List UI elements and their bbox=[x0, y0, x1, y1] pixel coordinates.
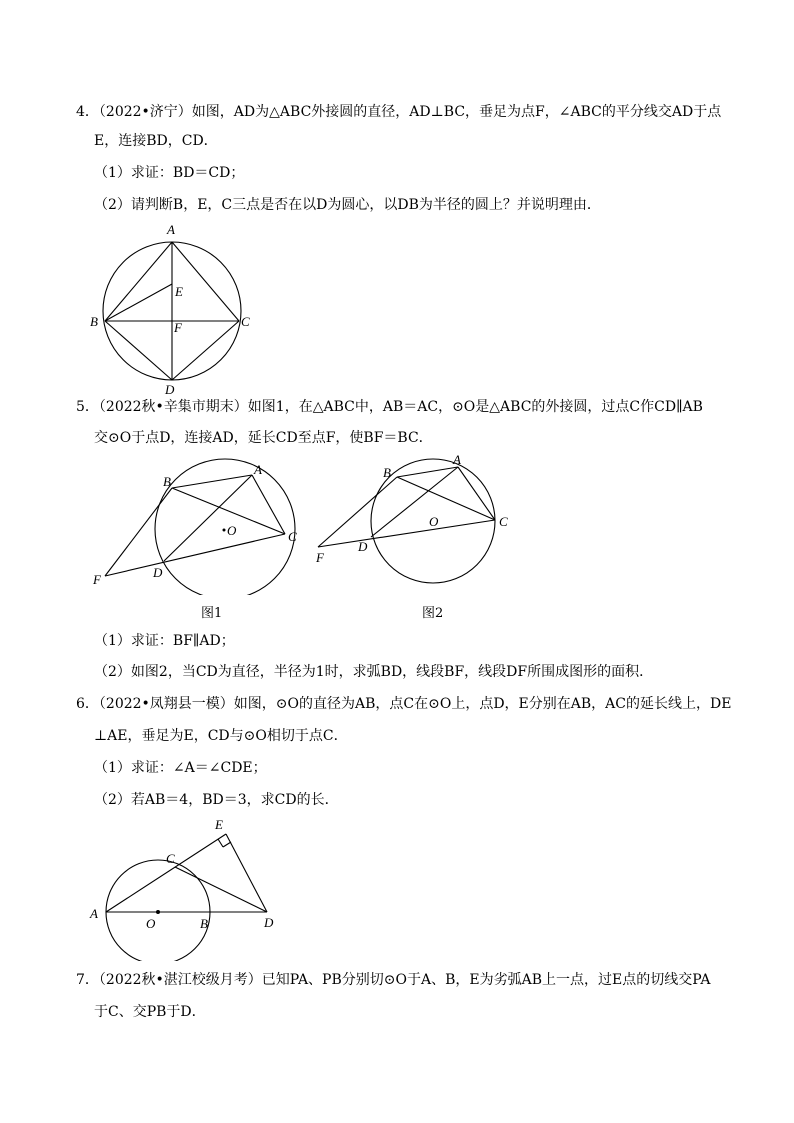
label-O: O bbox=[429, 514, 439, 529]
problem-5-figure-1 bbox=[84, 455, 314, 599]
label-F: F bbox=[93, 572, 101, 587]
problem-6-part-1: （1）求证：∠A＝∠CDE； bbox=[94, 760, 267, 776]
problem-4-line-2: E，连接BD，CD． bbox=[94, 133, 218, 149]
problem-6-number: 6． bbox=[76, 696, 99, 712]
segment-AC bbox=[252, 475, 285, 534]
label-B: B bbox=[163, 474, 171, 489]
problem-7-text-1: （2022秋•湛江校级月考）已知PA、PB分别切⊙O于A、B，E为劣弧AB上一点，过E点的切线交PA bbox=[98, 972, 711, 988]
problem-6-line-2: ⊥AE，垂足为E，CD与⊙O相切于点C． bbox=[94, 728, 348, 744]
label-C: C bbox=[241, 314, 250, 329]
label-B: B bbox=[90, 314, 98, 329]
label-A: A bbox=[254, 462, 262, 477]
label-D: D bbox=[264, 915, 274, 930]
problem-5-part-2: （2）如图2，当CD为直径，半径为1时，求弧BD，线段BF，线段DF所围成图形的面积． bbox=[94, 664, 654, 680]
problem-4-line-1 bbox=[76, 102, 721, 122]
segment-CD bbox=[175, 867, 267, 912]
problem-6-part-2: （2）若AB＝4，BD＝3，求CD的长． bbox=[94, 792, 339, 808]
center-O-dot bbox=[223, 529, 226, 532]
problem-4-figure bbox=[84, 220, 264, 399]
label-B: B bbox=[383, 465, 391, 480]
label-D: D bbox=[165, 382, 175, 395]
segment-DE bbox=[226, 834, 267, 912]
problem-5-line-1 bbox=[76, 397, 703, 417]
label-C: C bbox=[166, 851, 175, 866]
segment-AD bbox=[164, 475, 252, 561]
problem-6-text-1: （2022•凤翔县一模）如图，⊙O的直径为AB，点C在⊙O上，点D，E分别在AB，AC的延长线上，DE bbox=[98, 696, 732, 712]
label-E: E bbox=[215, 817, 223, 832]
right-angle-mark-2 bbox=[223, 842, 231, 847]
label-A: A bbox=[453, 452, 461, 467]
right-angle-mark-1 bbox=[218, 839, 223, 847]
problem-6-figure bbox=[86, 816, 286, 965]
problem-7-number: 7． bbox=[76, 972, 99, 988]
problem-4-part-1: （1）求证：BD＝CD； bbox=[94, 165, 245, 181]
segment-AB bbox=[397, 467, 458, 477]
label-F: F bbox=[316, 550, 324, 565]
problem-5-text-1: （2022秋•辛集市期末）如图1，在△ABC中，AB＝AC，⊙O是△ABC的外接圆，过点C作CD∥AB bbox=[98, 399, 703, 415]
problem-5-number: 5． bbox=[76, 399, 99, 415]
caption-figure-2: 图2 bbox=[422, 606, 444, 621]
label-F: F bbox=[174, 320, 182, 335]
problem-7-line-2: 于C、交PB于D． bbox=[94, 1004, 206, 1020]
problem-4-text-1: （2022•济宁）如图，AD为△ABC外接圆的直径，AD⊥BC，垂足为点F，∠ABC的平分线交AD于点 bbox=[98, 104, 722, 120]
caption-figure-1: 图1 bbox=[201, 606, 223, 621]
problem-5-part-1: （1）求证：BF∥AD； bbox=[94, 633, 235, 649]
problem-6-line-1 bbox=[76, 694, 731, 714]
problem-4-part-2: （2）请判断B，E，C三点是否在以D为圆心，以DB为半径的圆上？并说明理由． bbox=[94, 197, 601, 213]
problem-7-line-1 bbox=[76, 970, 710, 990]
label-C: C bbox=[288, 529, 297, 544]
center-O-dot bbox=[156, 910, 160, 914]
problem-5-figure-2 bbox=[312, 450, 532, 599]
label-C: C bbox=[499, 514, 508, 529]
label-D: D bbox=[358, 539, 368, 554]
label-O: O bbox=[146, 916, 156, 931]
label-O: O bbox=[227, 523, 237, 538]
label-E: E bbox=[175, 284, 183, 299]
segment-BE bbox=[105, 284, 172, 321]
segment-AC bbox=[172, 242, 239, 321]
label-D: D bbox=[153, 565, 163, 580]
label-A: A bbox=[90, 906, 98, 921]
problem-4-number: 4． bbox=[76, 104, 99, 120]
label-A: A bbox=[167, 222, 175, 237]
label-B: B bbox=[200, 916, 208, 931]
segment-AB bbox=[105, 242, 172, 321]
problem-5-line-2: 交⊙O于点D，连接AD，延长CD至点F，使BF＝BC． bbox=[94, 430, 433, 446]
